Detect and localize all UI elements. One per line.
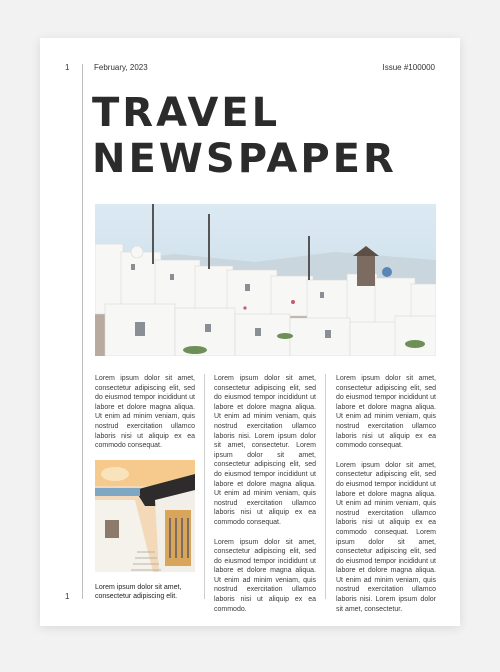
masthead-line-2: NEWSPAPER [92,136,397,182]
stairway-photo [95,460,195,572]
margin-rule [82,64,83,599]
santorini-village-illustration [95,204,436,356]
column-3-paragraph-1: Lorem ipsum dolor sit amet, consectetur adipiscing elit, sed do eiusmod tempor incididunt ut labore et dolore magna aliqua. Ut enim ad minim veniam, quis nostrud exercitation ullamco laboris nisi ut aliquip ex ea commodo consequat. [336,375,436,450]
issue-date: February, 2023 [94,63,148,72]
page-number-top: 1 [65,63,70,72]
column-divider-2 [325,374,326,599]
column-2-paragraph-2: Lorem ipsum dolor sit amet, consectetur adipiscing elit, sed do eiusmod tempor incididunt ut labore et dolore magna aliqua. Ut enim ad minim veniam, quis nostrud exercitation ullamco laboris nisi ut aliquip ex ea commodo. [214,538,316,613]
column-divider-1 [204,374,205,599]
column-3-paragraph-2: Lorem ipsum dolor sit amet, consectetur adipiscing elit, sed do eiusmod tempor incididunt ut labore et dolore magna aliqua. Ut enim ad minim veniam, quis nostrud exercitation ullamco laboris nisi ut aliquip ex ea commodo consequat. Lorem ipsum dolor sit amet, consectetur adipiscing elit, sed do eiusmod tempor incididunt ut labore et dolore magna aliqua. Ut enim ad minim veniam, quis nostrud exercitation ullamco laboris nisi. Lorem ipsum dolor sit amet, consectetur. [336,461,436,613]
stairway-illustration [95,460,195,572]
column-1-paragraph: Lorem ipsum dolor sit amet, consectetur adipiscing elit, sed do eiusmod tempor incididunt ut labore et dolore magna aliqua. Ut enim ad minim veniam, quis nostrud exercitation ullamco laboris nisi ut aliquip ex ea commodo consequat. [95,375,195,450]
masthead-line-1: TRAVEL [92,90,281,136]
column-2-paragraph-1: Lorem ipsum dolor sit amet, consectetur adipiscing elit, sed do eiusmod tempor incididunt ut labore et dolore magna aliqua. Ut enim ad minim veniam, quis nostrud exercitation ullamco laboris nisi. Lorem ipsum dolor sit amet, consectetur. Lorem ipsum dolor sit amet, consectetur adipiscing elit, sed do eiusmod tempor incididunt ut labore et dolore magna aliqua. Ut enim ad minim veniam, quis nostrud exercitation ullamco laboris nisi ut aliquip ex ea commodo consequat. [214,375,316,526]
newspaper-page [40,38,460,626]
column-1 [95,374,195,461]
hero-photo [95,204,436,356]
column-3 [336,374,436,624]
masthead-title [92,90,442,182]
page-number-bottom: 1 [65,592,70,601]
photo-caption: Lorem ipsum dolor sit amet, consectetur adipiscing elit. [95,584,182,600]
issue-number: Issue #100000 [382,63,435,72]
column-2 [214,374,316,624]
